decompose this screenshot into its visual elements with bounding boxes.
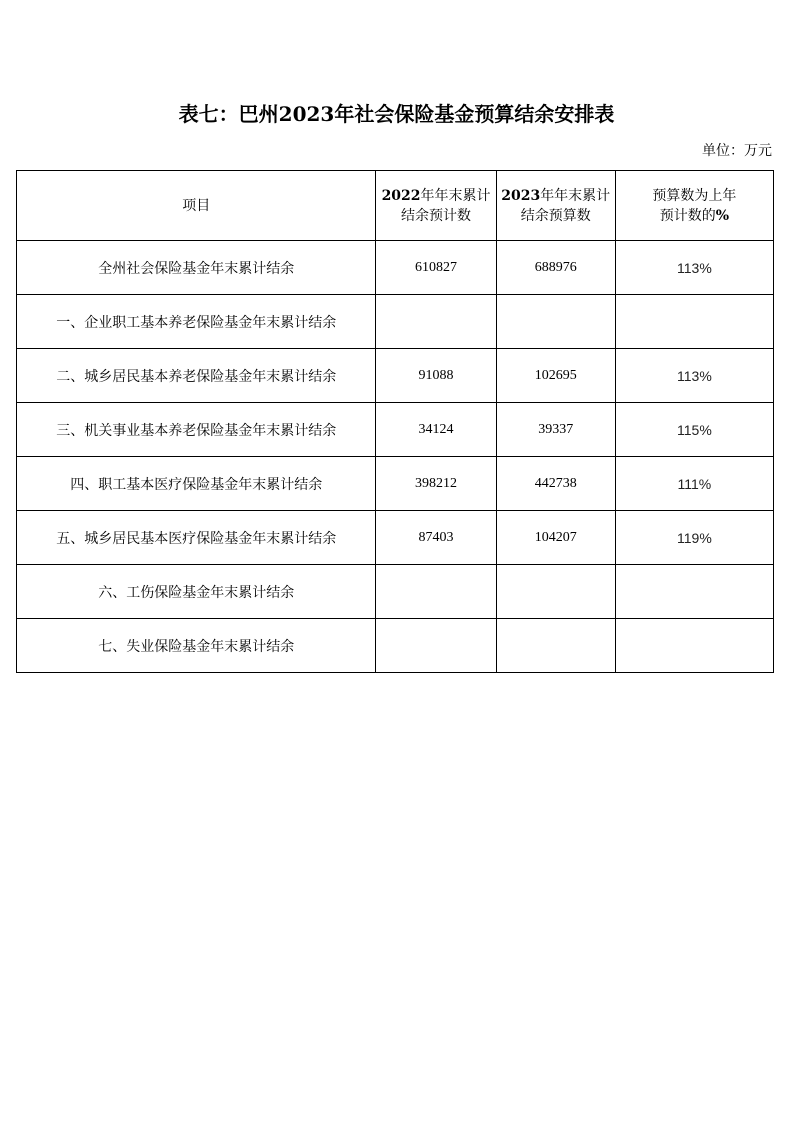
row-2022-value: 34124 [376,403,496,457]
header-pct-line2: 预计数的 [659,207,716,224]
row-2023-value [496,295,615,349]
header-2023 [496,171,615,241]
row-2022-value: 91088 [376,349,496,403]
row-item: 六、工伤保险基金年末累计结余 [17,565,376,619]
document-title: 表七：巴州2023年社会保险基金预算结余安排表 [178,102,615,126]
row-item: 三、机关事业基本养老保险基金年末累计结余 [17,403,376,457]
header-pct-line1: 预算数为上年 [652,187,737,204]
row-2022-value [376,619,496,673]
header-2022-year: 2022 [381,187,421,204]
table-row [17,457,774,511]
table-row [17,619,774,673]
row-item: 五、城乡居民基本医疗保险基金年末累计结余 [17,511,376,565]
header-item [17,171,376,241]
header-2023-line2: 结余预算数 [520,207,591,224]
row-2023-value: 102695 [496,349,615,403]
header-2023-line1: 年年末累计 [540,187,611,204]
row-pct-value [615,295,773,349]
table-row [17,349,774,403]
row-2022-value: 87403 [376,511,496,565]
header-2022 [376,171,496,241]
table-row [17,241,774,295]
row-2023-value: 104207 [496,511,615,565]
row-2022-value: 398212 [376,457,496,511]
row-pct-value [615,619,773,673]
row-pct-value: 113% [615,349,773,403]
table-row [17,403,774,457]
row-pct-value: 115% [615,403,773,457]
row-item: 四、职工基本医疗保险基金年末累计结余 [17,457,376,511]
row-2023-value [496,619,615,673]
header-item-label: 项目 [182,197,211,214]
row-pct-value: 119% [615,511,773,565]
row-pct-value: 111% [615,457,773,511]
row-pct-value: 113% [615,241,773,295]
row-2023-value: 39337 [496,403,615,457]
row-2022-value: 610827 [376,241,496,295]
row-item: 七、失业保险基金年末累计结余 [17,619,376,673]
header-2022-line1: 年年末累计 [420,187,491,204]
row-2023-value: 442738 [496,457,615,511]
row-pct-value [615,565,773,619]
unit-label: 单位：万元 [702,143,772,159]
row-2022-value [376,565,496,619]
header-pct-symbol: % [715,207,730,224]
header-2022-line2: 结余预计数 [401,207,472,224]
row-item: 一、企业职工基本养老保险基金年末累计结余 [17,295,376,349]
table-row [17,295,774,349]
row-item: 全州社会保险基金年末累计结余 [17,241,376,295]
table-row [17,565,774,619]
row-2023-value [496,565,615,619]
header-pct [615,171,773,241]
table-row [17,511,774,565]
header-2023-year: 2023 [501,187,541,204]
row-2023-value: 688976 [496,241,615,295]
row-2022-value [376,295,496,349]
table-header-row [17,171,774,241]
budget-table [16,170,774,673]
row-item: 二、城乡居民基本养老保险基金年末累计结余 [17,349,376,403]
